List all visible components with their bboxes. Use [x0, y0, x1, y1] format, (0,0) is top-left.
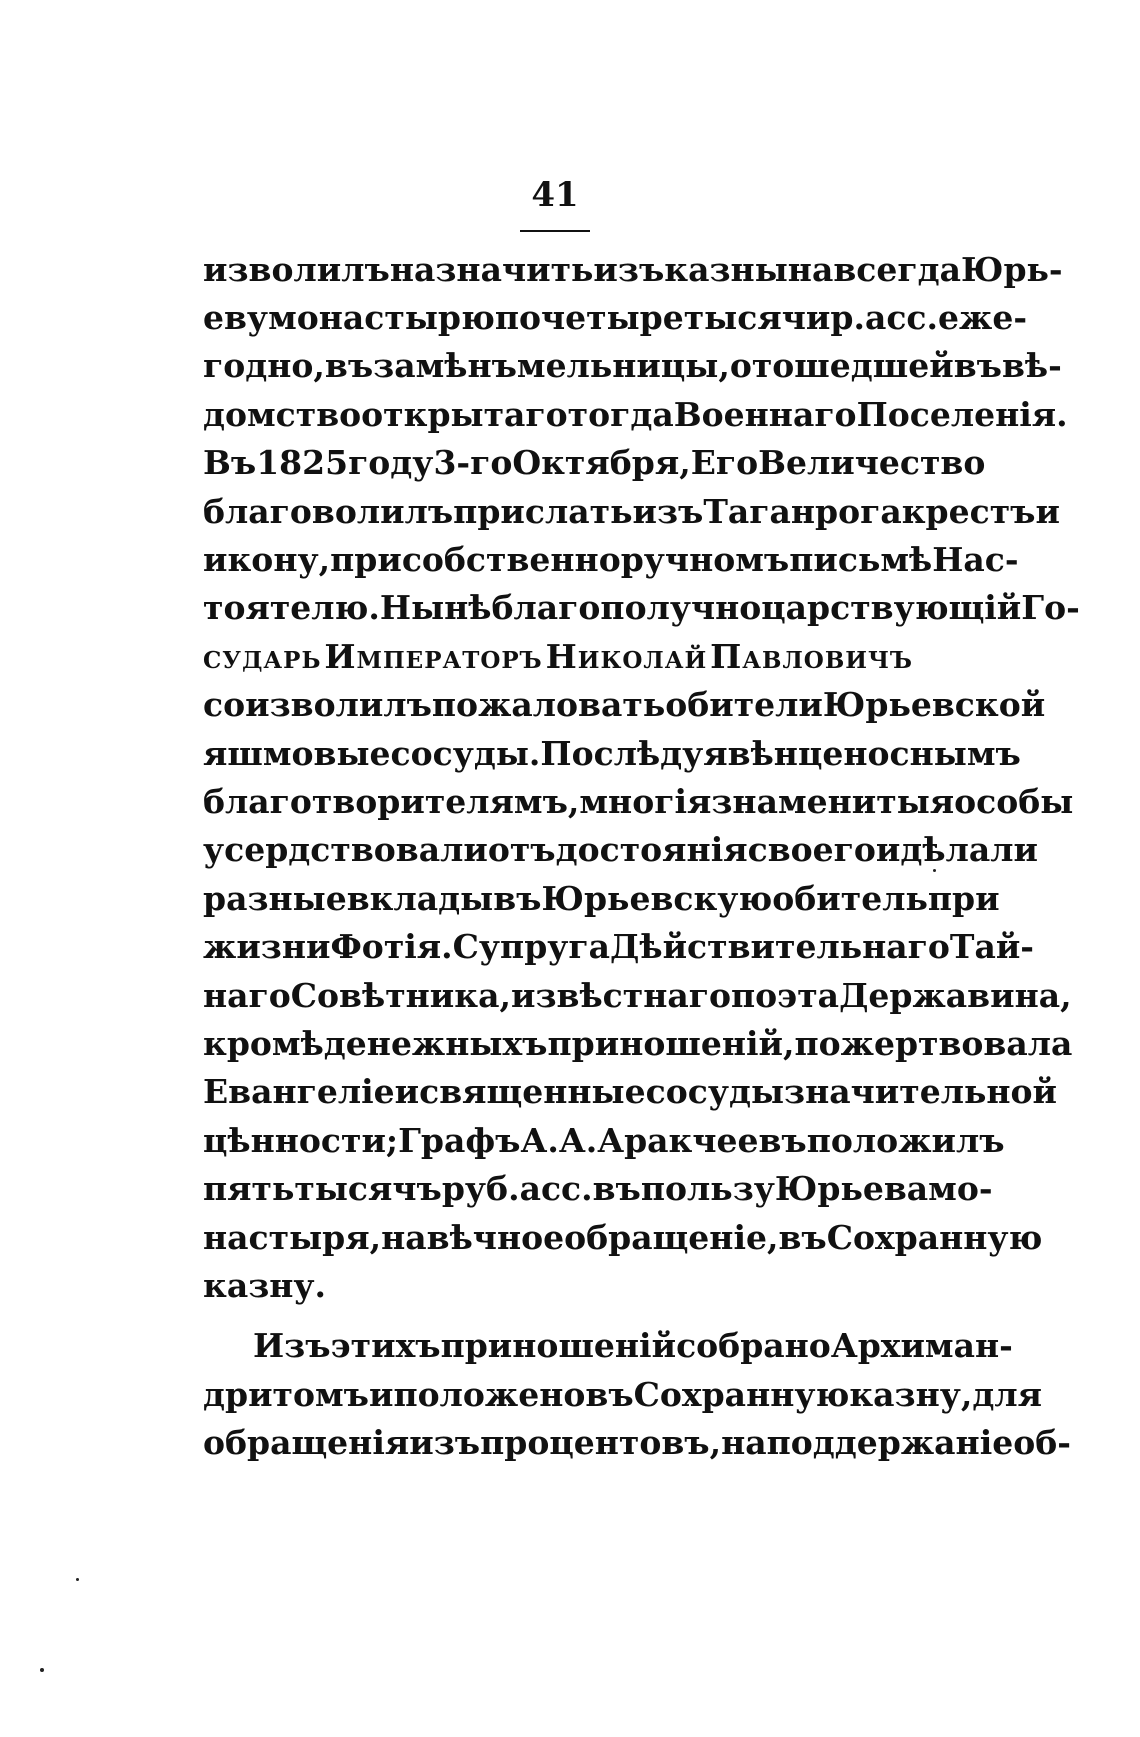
text-line — [203, 1370, 1043, 1418]
text-line-content: казну. — [203, 1265, 327, 1305]
word: Юрьевскую — [541, 878, 773, 918]
word: кромѣ — [203, 1023, 324, 1063]
text-line — [203, 777, 1074, 825]
word: значительной — [784, 1072, 1058, 1112]
text-line — [203, 584, 1080, 632]
word: царствующій — [761, 588, 1022, 628]
word: А. — [558, 1120, 598, 1160]
word: асс. — [519, 1169, 593, 1209]
word: на — [721, 1423, 767, 1463]
word: вѣ- — [1001, 346, 1062, 386]
word: и — [394, 1072, 420, 1112]
word: въ — [778, 1217, 827, 1257]
text-line — [203, 1322, 1013, 1370]
word: извѣстнаго — [510, 975, 731, 1015]
word: вѣчное — [426, 1217, 565, 1257]
word: Его — [690, 443, 759, 483]
word: р. — [830, 298, 865, 338]
word: монастырю — [268, 298, 495, 338]
word: казну, — [849, 1374, 973, 1414]
word: изъ — [409, 1423, 481, 1463]
text-line — [203, 390, 1068, 438]
word: усердствовали — [203, 830, 488, 870]
word: прислать — [453, 491, 633, 531]
word: четыре — [540, 298, 684, 338]
word: достоянія — [555, 830, 748, 870]
text-line — [203, 1068, 1058, 1116]
word: Павловичъ — [710, 636, 913, 676]
page-number-rule — [520, 230, 590, 232]
word: крестъ — [901, 491, 1036, 531]
word: Сохранную — [826, 1217, 1043, 1257]
text-line — [203, 1418, 1071, 1466]
word: Нас- — [932, 540, 1019, 580]
word: Державина, — [839, 975, 1072, 1015]
word: Таганрога — [703, 491, 902, 531]
body-text — [203, 245, 1080, 1467]
word: руб. — [441, 1169, 520, 1209]
word: Аракчеевъ — [597, 1120, 807, 1160]
text-line — [203, 681, 1046, 729]
word: благоволилъ — [203, 491, 454, 531]
word: въ — [592, 1169, 641, 1209]
word: сосуды. — [390, 733, 541, 773]
word: пять — [203, 1169, 295, 1209]
word: Юрьевской — [822, 685, 1046, 725]
word: сударь — [203, 636, 322, 676]
word: яшмовые — [203, 733, 391, 773]
word: и — [875, 830, 901, 870]
word: на — [787, 249, 834, 289]
print-speck — [40, 1668, 44, 1672]
word: икону, — [203, 540, 331, 580]
word: положено — [393, 1374, 586, 1414]
word: положилъ — [806, 1120, 1005, 1160]
word: Поселенія. — [856, 394, 1068, 434]
word: Николай — [545, 636, 708, 676]
text-line — [203, 729, 1021, 777]
word: настыря, — [203, 1217, 382, 1257]
word: Супруга — [452, 927, 611, 967]
text-line — [203, 922, 1035, 970]
word: еву — [203, 298, 269, 338]
word: изволилъ — [203, 249, 390, 289]
word: об- — [1013, 1423, 1071, 1463]
word: Сохранную — [633, 1374, 850, 1414]
word: своего — [747, 830, 876, 870]
text-line — [203, 439, 986, 487]
word: дритомъ — [203, 1374, 369, 1414]
text-line — [203, 1213, 1043, 1261]
word: вклады — [346, 878, 494, 918]
text-line — [203, 1164, 993, 1212]
word: Величество — [758, 443, 986, 483]
word: знаменитыя — [711, 781, 955, 821]
word: замѣнъ — [373, 346, 517, 386]
word: обращенія — [203, 1423, 410, 1463]
word: Графъ — [398, 1120, 521, 1160]
word: обитель — [772, 878, 928, 918]
word: поэта — [730, 975, 840, 1015]
word: Изъ — [253, 1326, 331, 1366]
word: казны — [664, 249, 788, 289]
word: и — [1035, 491, 1060, 531]
text-line — [203, 245, 1063, 293]
word: дѣлали — [900, 830, 1038, 870]
word: 1825 — [256, 443, 349, 483]
word: собрано — [676, 1326, 831, 1366]
word: наго — [203, 975, 291, 1015]
word: приношеній, — [547, 1023, 795, 1063]
text-line — [203, 1116, 1005, 1164]
word: для — [972, 1374, 1043, 1414]
word: въ — [953, 346, 1002, 386]
word: на — [381, 1217, 427, 1257]
text-line — [203, 293, 1028, 341]
word: благотворителямъ, — [203, 781, 580, 821]
text-line — [203, 535, 1019, 583]
word: Октября, — [512, 443, 691, 483]
page-number: 41 — [531, 175, 579, 215]
word: мо- — [928, 1169, 993, 1209]
word: и — [368, 1374, 394, 1414]
word: Въ — [203, 443, 257, 483]
word: открытаго — [361, 394, 568, 434]
word: асс. — [864, 298, 939, 338]
word: цѣнности; — [203, 1120, 399, 1160]
text-line — [203, 971, 1072, 1019]
word: годно, — [203, 346, 325, 386]
word: соизволилъ — [203, 685, 432, 725]
word: въ — [493, 878, 542, 918]
word: въ — [585, 1374, 634, 1414]
word: процентовъ, — [480, 1423, 722, 1463]
text-line — [203, 342, 1062, 390]
word: священные — [419, 1072, 646, 1112]
word: тоятелю. — [203, 588, 380, 628]
word: А. — [520, 1120, 559, 1160]
print-speck — [933, 869, 936, 872]
word: Фотія. — [330, 927, 453, 967]
word: отошедшей — [729, 346, 954, 386]
word: сосуды — [645, 1072, 785, 1112]
word: разные — [203, 878, 347, 918]
word: пользу — [640, 1169, 775, 1209]
word: Архиман- — [830, 1326, 1013, 1366]
word: изъ — [632, 491, 704, 531]
word: Евангеліе — [203, 1072, 395, 1112]
text-line — [203, 826, 1038, 874]
print-speck — [76, 1578, 79, 1581]
word: всегда — [833, 249, 961, 289]
text-line — [203, 1261, 913, 1309]
word: при — [927, 878, 1000, 918]
text-line — [203, 487, 1060, 535]
word: обращеніе, — [564, 1217, 779, 1257]
word: Совѣтника, — [290, 975, 511, 1015]
word: году — [348, 443, 434, 483]
word: поддержаніе — [766, 1423, 1014, 1463]
word: Послѣдуя — [540, 733, 728, 773]
word: отъ — [487, 830, 556, 870]
word: Нынѣ — [379, 588, 492, 628]
text-line — [203, 632, 913, 680]
word: изъ — [593, 249, 665, 289]
word: благополучно — [491, 588, 762, 628]
word: ежe- — [938, 298, 1028, 338]
word: тысячъ — [294, 1169, 442, 1209]
word: при — [330, 540, 402, 580]
word: мельницы, — [516, 346, 730, 386]
word: многія — [579, 781, 712, 821]
word: Юрь- — [960, 249, 1063, 289]
word: Го- — [1021, 588, 1080, 628]
word: этихъ — [330, 1326, 441, 1366]
text-line — [203, 1019, 1073, 1067]
word: собственноручномъ — [401, 540, 790, 580]
word: приношеній — [440, 1326, 677, 1366]
word: вѣнценоснымъ — [727, 733, 1021, 773]
word: денежныхъ — [323, 1023, 548, 1063]
word: письмѣ — [789, 540, 933, 580]
word: обители — [665, 685, 823, 725]
word: 3-го — [433, 443, 513, 483]
word: Тай- — [949, 927, 1035, 967]
word: тогда — [567, 394, 674, 434]
word: Юрьева — [774, 1169, 929, 1209]
word: пожаловать — [431, 685, 666, 725]
word: Дѣйствительнаго — [610, 927, 950, 967]
word: въ — [324, 346, 374, 386]
word: Императоръ — [324, 636, 543, 676]
word: жизни — [203, 927, 331, 967]
word: назначить — [389, 249, 594, 289]
word: тысячи — [683, 298, 831, 338]
word: Военнаго — [673, 394, 857, 434]
word: пожертвовала — [794, 1023, 1073, 1063]
word: особы — [954, 781, 1074, 821]
word: домство — [203, 394, 362, 434]
word: по — [494, 298, 541, 338]
text-line — [203, 874, 1000, 922]
